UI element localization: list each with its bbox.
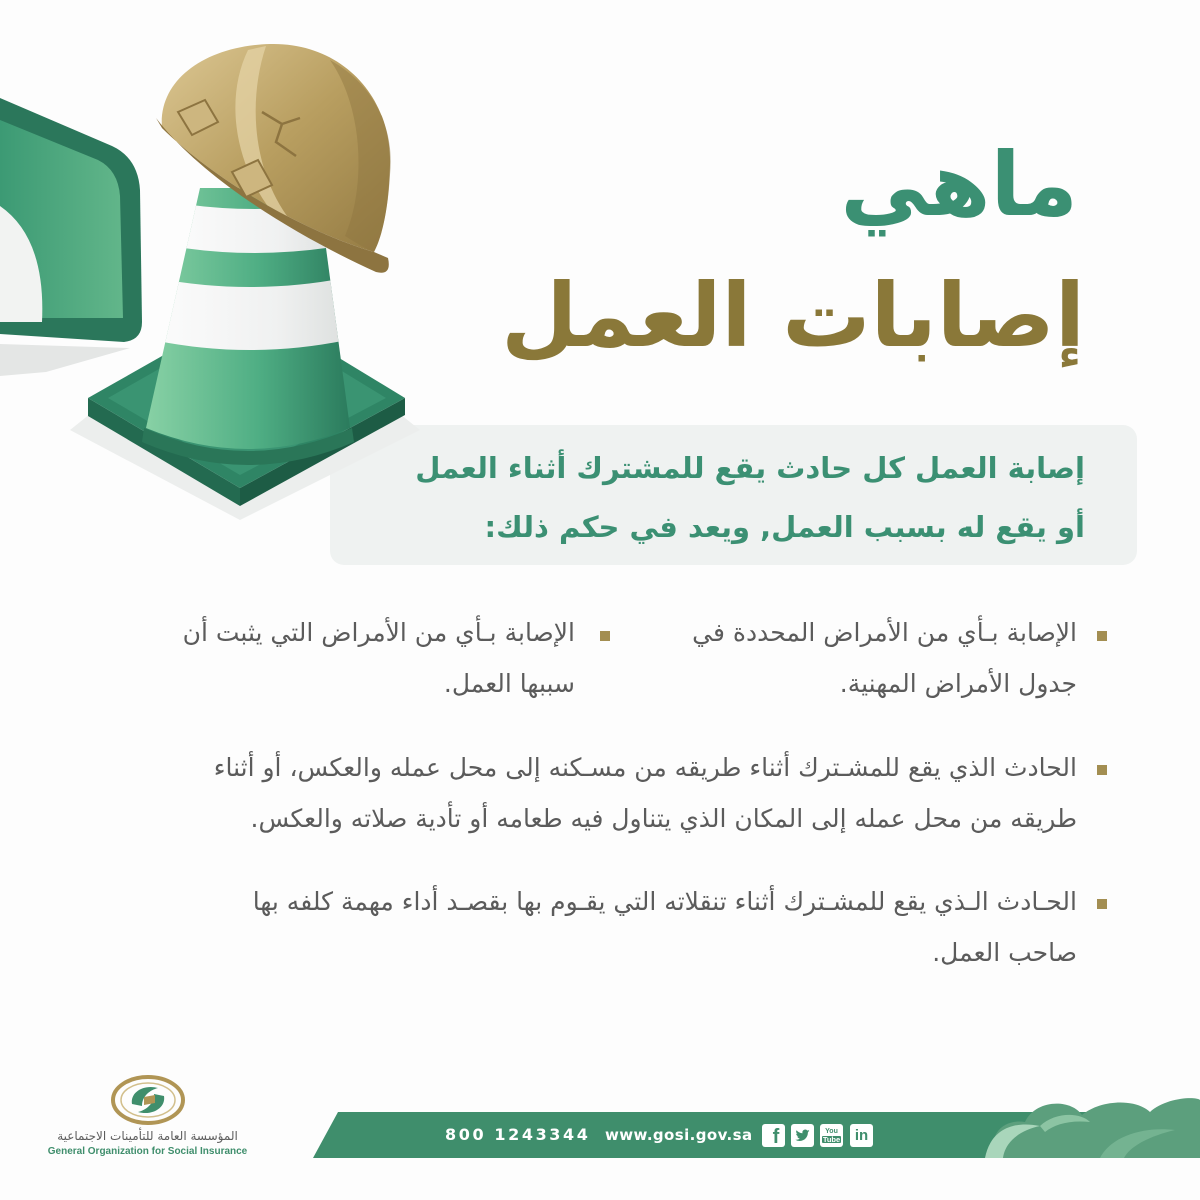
list-item-line: الإصابة بـأي من الأمراض التي يثبت أن: [182, 618, 575, 647]
youtube-glyph-top: You: [825, 1127, 838, 1135]
gosi-logo-icon: [108, 1072, 188, 1128]
youtube-glyph: [822, 1128, 841, 1144]
list-item-line: الحـادث الـذي يقع للمشـترك أثناء تنقلاته التي يقـوم بها بقصـد أداء مهمة كلفه بها: [252, 887, 1077, 916]
youtube-glyph-bottom: Tube: [822, 1134, 841, 1144]
definition-line: إصابة العمل كل حادث يقع للمشترك أثناء العمل: [415, 450, 1085, 485]
safety-illustration: [0, 0, 420, 520]
youtube-icon: [820, 1124, 843, 1147]
definition-line: أو يقع له بسبب العمل, ويعد في حكم ذلك:: [484, 509, 1085, 544]
definition-box: [330, 425, 1137, 565]
list-item: [152, 876, 1077, 978]
list-item: [152, 742, 1077, 844]
website-url: www.gosi.gov.sa: [605, 1126, 753, 1144]
twitter-icon: [791, 1124, 814, 1147]
org-name-arabic: المؤسسة العامة للتأمينات الاجتماعية: [57, 1129, 238, 1143]
list-item-line: طريقه من محل عمله إلى المكان الذي يتناول فيه طعامه أو تأدية صلاته والعكس.: [250, 804, 1077, 833]
fallen-traffic-cone-icon: [0, 98, 142, 376]
title-what-is: ماهي: [840, 133, 1078, 236]
bullet-marker: [1097, 899, 1107, 909]
bullet-marker: [1097, 765, 1107, 775]
list-item-line: الحادث الذي يقع للمشـترك أثناء طريقه من مسـكنه إلى محل عمله والعكس، أو أثناء: [213, 753, 1077, 782]
list-item-line: صاحب العمل.: [932, 938, 1077, 967]
facebook-glyph: f: [772, 1125, 780, 1147]
linkedin-icon: [850, 1124, 873, 1147]
list-item: [155, 607, 575, 709]
list-item: [637, 607, 1077, 709]
facebook-icon: [762, 1124, 785, 1147]
list-item-line: الإصابة بـأي من الأمراض المحددة في: [692, 618, 1077, 647]
bullet-marker: [1097, 631, 1107, 641]
bullet-marker: [600, 631, 610, 641]
phone-number: 800 1243344: [445, 1125, 591, 1144]
org-name-english: General Organization for Social Insurance: [47, 1146, 248, 1157]
list-item-line: جدول الأمراض المهنية.: [839, 669, 1077, 698]
list-item-line: سببها العمل.: [443, 669, 575, 698]
linkedin-glyph: in: [854, 1127, 869, 1144]
twitter-bird-glyph: [793, 1126, 812, 1145]
title-work-injuries: إصابات العمل: [501, 264, 1085, 367]
